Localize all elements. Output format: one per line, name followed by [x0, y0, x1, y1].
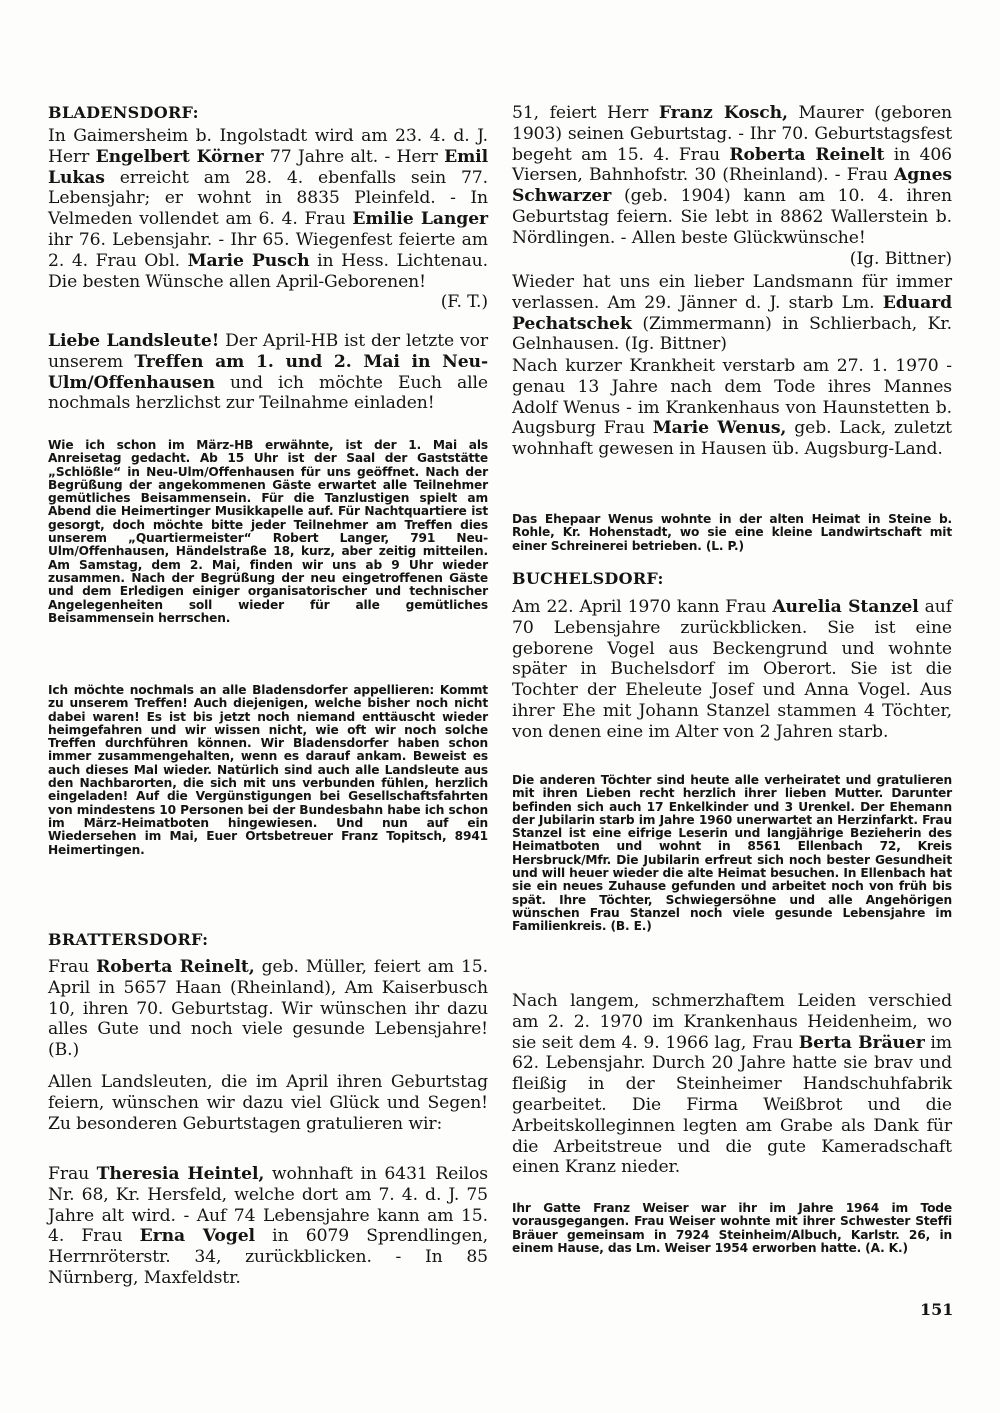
text-run: Frau: [48, 1164, 97, 1184]
text-run: ihr 76. Lebensjahr. - Ihr 65. Wiegenfest feierte am 2. 4. Frau Obl.: [48, 229, 488, 271]
author-initials: (F. T.): [440, 292, 488, 313]
text-run: Der April-HB ist der letzte vor unserem: [48, 331, 488, 372]
article-paragraph: [48, 1072, 488, 1134]
small-print-paragraph: Ich möchte nochmals an alle Bladensdorfer appellieren: Kommt zu unserem Treffen! Auch diejenigen, welche bisher noch nicht dabei waren! Es ist bis jetzt noch niemand enttäuscht wieder heimgefahren und wir wissen nicht, wie oft wir noch solche Treffen durchführen können. Wir Bladensdorfer haben schon immer zusammengehalten, wenn es darauf ankam. Beweist es auch dieses Mal wieder. Natürlich sind auch alle Landsleute aus den Nachbarorten, die sich mit uns verbunden fühlen, herzlich eingeladen! Auf die Vergünstigungen bei Gesellschaftsfahrten von mindestens 10 Personen bei der Bundesbahn habe ich schon im März-Heimatboten hingewiesen. Und nun auf ein Wiedersehen im Mai, Euer Ortsbetreuer Franz Topitsch, 8941 Heimertingen.: [48, 683, 488, 857]
bold-name: Marie Wenus,: [652, 418, 787, 439]
section-heading-buchelsdorf: BUCHELSDORF:: [512, 569, 664, 588]
text-run: Nach langem, schmerzhaftem Leiden verschied am 2. 2. 1970 im Krankenhaus Heidenheim, wo sie seit dem 4. 9. 1966 lag, Frau: [512, 991, 952, 1053]
text-run: in Hess. Lichtenau. Die besten Wünsche allen April-Geborenen!: [48, 250, 489, 292]
bold-name: Agnes Schwarzer: [512, 165, 952, 207]
article-paragraph: [512, 272, 952, 355]
text-run: geb. Lack, zuletzt wohnhaft gewesen in Hausen üb. Augsburg-Land.: [512, 418, 952, 460]
article-paragraph: [512, 356, 952, 460]
text-run: Maurer (geboren 1903) seinen Geburtstag. - Ihr 70. Geburtstagsfest begeht am 15. 4. Frau: [512, 103, 952, 165]
article-paragraph: [48, 957, 488, 1061]
text-run: 51, feiert Herr: [512, 103, 659, 123]
text-run: in 6079 Sprendlingen, Herrnröterstr. 34, zurückblicken. - In 85 Nürnberg, Maxfeldstr.: [48, 1226, 488, 1288]
article-paragraph: [48, 331, 488, 414]
text-run: erreicht am 28. 4. ebenfalls sein 77. Lebensjahr; er wohnt in 8835 Pleinfeld. - In Velmeden vollendet am 6. 4. Frau: [48, 167, 488, 230]
text-run: Frau: [48, 957, 97, 977]
text-run: und ich möchte Euch alle nochmals herzlichst zur Teilnahme einladen!: [48, 372, 488, 414]
text-run: in 406 Viersen, Bahnhofstr. 30 (Rheinland). - Frau: [512, 144, 952, 186]
small-print-paragraph: Wie ich schon im März-HB erwähnte, ist der 1. Mai als Anreisetag gedacht. Ab 15 Uhr ist der Saal der Gaststätte „Schlößle“ in Neu-Ulm/Offenhausen für uns geöffnet. Nach der Begrüßung der angekommenen Gäste erwartet alle Teilnehmer gemütliches Beisammensein. Für die Tanzlustigen spielt am Abend die Heimertinger Musikkapelle auf. Für Nachtquartiere ist gesorgt, doch möchte bitte jeder Teilnehmer am Treffen dies unserem „Quartiermeister“ Robert Langer, 791 Neu-Ulm/Offenhausen, Händelstraße 18, kurz, aber zeitig mitteilen. Am Samstag, dem 2. Mai, finden wir uns ab 9 Uhr wieder zusammen. Nach der Begrüßung der neu eingetroffenen Gäste und dem Erledigen einiger organisatorischer und technischer Angelegenheiten soll wieder für alle gemütliches Beisammensein herrschen.: [48, 438, 488, 625]
article-paragraph: [48, 1164, 488, 1289]
article-paragraph: [512, 103, 952, 269]
bold-name: Roberta Reinelt,: [96, 957, 255, 977]
text-run: auf 70 Lebensjahre zurückblicken. Sie ist eine geborene Vogel aus Beckengrund und wohnte später in Buchelsdorf im Oberort. Sie ist die Tochter der Eheleute Josef und Anna Vogel. Aus ihrer Ehe mit Johann Stanzel stammen 4 Töchter, von denen eine im Alter von 2 Jahren starb.: [512, 597, 952, 742]
text-run: Wieder hat uns ein lieber Landsmann für immer verlassen. Am 29. Jänner d. J. starb Lm.: [512, 272, 952, 313]
page-number: 151: [920, 1300, 954, 1319]
text-run: Nach kurzer Krankheit verstarb am 27. 1. 1970 - genau 13 Jahre nach dem Tode ihres Mannes Adolf Wenus - im Krankenhaus von Haunstetten b. Augsburg Frau: [512, 356, 952, 439]
bold-name: Erna Vogel: [139, 1226, 255, 1247]
small-print-paragraph: Das Ehepaar Wenus wohnte in der alten Heimat in Steine b. Rohle, Kr. Hohenstadt, wo sie eine kleine Landwirtschaft mit einer Schreinerei betrieben. (L. P.): [512, 512, 952, 553]
section-heading-brattersdorf: BRATTERSDORF:: [48, 930, 209, 949]
text-run: 77 Jahre alt. - Herr: [263, 146, 445, 167]
bold-name: Franz Kosch,: [658, 103, 788, 123]
text-run: im 62. Lebensjahr. Durch 20 Jahre hatte sie brav und fleißig in der Steinheimer Handschuhfabrik gearbeitet. Die Firma Weißbrot und die Arbeitskolleginnen legten am Grabe als Dank für die Arbeitstreue und die gute Kameradschaft einen Kranz nieder.: [512, 1032, 953, 1178]
bold-name: Roberta Reinelt: [729, 144, 885, 165]
article-paragraph: [48, 126, 488, 313]
bold-name: Engelbert Körner: [95, 146, 264, 167]
author-initials: (Ig. Bittner): [849, 248, 952, 269]
text-run: geb. Müller, feiert am 15. April in 5657 Haan (Rheinland), Am Kaiserbusch 10, ihren 70. Geburtstag. Wir wünschen ihr dazu alles Gute und noch viele gesunde Lebensjahre! (B.): [48, 957, 488, 1061]
text-run: (Zimmermann) in Schlierbach, Kr. Gelnhausen. (Ig. Bittner): [512, 313, 952, 355]
bold-name: Marie Pusch: [187, 250, 310, 271]
bold-name: Treffen am 1. und 2. Mai in Neu-Ulm/Offenhausen: [48, 351, 488, 393]
small-print-paragraph: Ihr Gatte Franz Weiser war ihr im Jahre 1964 im Tode vorausgegangen. Frau Weiser wohnte mit ihrer Schwester Steffi Bräuer gemeinsam in 7924 Steinheim/Albuch, Karlstr. 26, in einem Hause, das Lm. Weiser 1954 erworben hatte. (A. K.): [512, 1201, 952, 1255]
text-run: Allen Landsleuten, die im April ihren Geburtstag feiern, wünschen wir dazu viel Glück und Segen! Zu besonderen Geburtstagen gratulieren wir:: [48, 1072, 488, 1134]
bold-name: Theresia Heintel,: [96, 1164, 265, 1184]
bold-name: Emil Lukas: [48, 146, 489, 188]
bold-name: Liebe Landsleute!: [48, 331, 220, 351]
bold-name: Aurelia Stanzel: [772, 597, 919, 617]
article-paragraph: [512, 597, 952, 743]
bold-name: Eduard Pechatschek: [512, 292, 952, 334]
text-run: Am 22. April 1970 kann Frau: [512, 597, 773, 617]
bold-name: Emilie Langer: [352, 209, 488, 230]
text-run: (geb. 1904) kann am 10. 4. ihren Geburtstag feiern. Sie lebt in 8862 Wallerstein b. Nördlingen. - Allen beste Glückwünsche!: [512, 186, 952, 248]
text-run: In Gaimersheim b. Ingolstadt wird am 23. 4. d. J. Herr: [48, 126, 488, 167]
text-run: wohnhaft in 6431 Reilos Nr. 68, Kr. Hersfeld, welche dort am 7. 4. d. J. 75 Jahre alt wird. - Auf 74 Lebensjahre kann am 15. 4. Frau: [48, 1164, 488, 1247]
bold-name: Berta Bräuer: [798, 1032, 925, 1053]
small-print-paragraph: Die anderen Töchter sind heute alle verheiratet und gratulieren mit ihren Lieben recht herzlich ihrer lieben Mutter. Darunter befinden sich auch 17 Enkelkinder und 3 Urenkel. Der Ehemann der Jubilarin starb im Jahre 1960 unerwartet an Herzinfarkt. Frau Stanzel ist eine eifrige Leserin und langjährige Bezieherin des Heimatboten und wohnt in 8561 Ellenbach 72, Kreis Hersbruck/Mfr. Die Jubilarin erfreut sich noch bester Gesundheit und will heuer wieder die alte Heimat besuchen. In Ellenbach hat sie ein neues Zuhause gefunden und arbeitet noch von früh bis spät. Ihre Töchter, Schwiegersöhne und alle Angehörigen wünschen Frau Stanzel noch viele gesunde Lebensjahre im Familienkreis. (B. E.): [512, 773, 952, 934]
section-heading-bladensdorf: BLADENSDORF:: [48, 103, 199, 122]
article-paragraph: [512, 991, 952, 1178]
